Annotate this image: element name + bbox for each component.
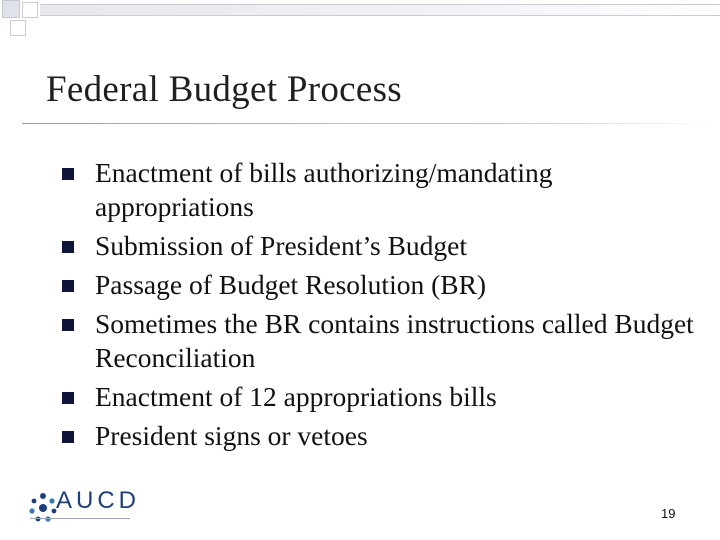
bullet-text: Enactment of bills authorizing/mandating appropriations [95,157,553,222]
bullet-item [62,268,702,302]
decorative-square [22,2,38,18]
square-bullet-icon [62,241,74,253]
bullet-item [62,229,702,263]
bullet-item [62,380,702,414]
bullet-text: President signs or vetoes [95,420,368,451]
square-bullet-icon [62,280,74,292]
square-bullet-icon [62,168,74,180]
bullet-text: Sometimes the BR contains instructions called Budget Reconciliation [95,308,694,373]
logo-underline [30,518,130,523]
page-number: 19 [661,506,676,521]
decorative-square [10,20,26,36]
bullet-text: Submission of President’s Budget [95,230,468,261]
square-bullet-icon [62,431,74,443]
slide-title: Federal Budget Process [46,69,402,110]
bullet-item [62,307,702,375]
bullet-item [62,419,702,453]
square-bullet-icon [62,319,74,331]
bullet-item [62,156,702,224]
bullet-text: Enactment of 12 appropriations bills [95,381,497,412]
logo-wordmark: AUCD [56,487,141,514]
top-decorative-bar [40,4,720,16]
bullet-text: Passage of Budget Resolution (BR) [95,269,487,300]
square-bullet-icon [62,392,74,404]
title-divider [22,123,720,124]
bullet-list [62,156,702,458]
decorative-square [2,0,20,18]
